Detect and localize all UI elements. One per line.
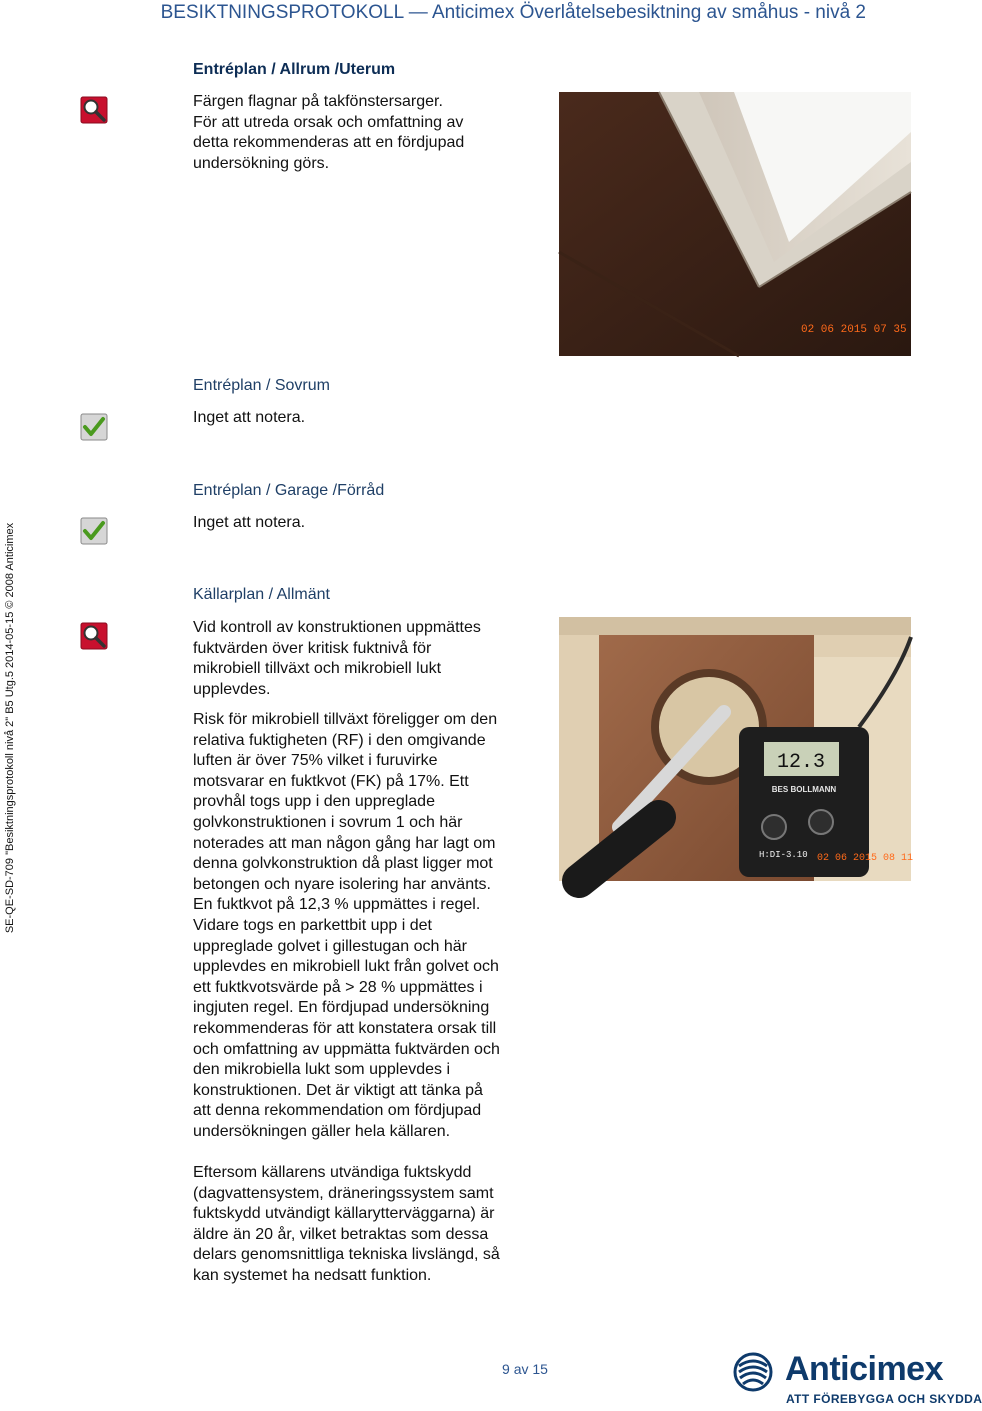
text-line: Vidare togs en parkettbit upp i det [193, 916, 432, 934]
magnifier-icon [80, 96, 108, 124]
photo-timestamp: 02 06 2015 07 35 [801, 324, 907, 336]
text-line: denna golvkonstruktion då plast ligger mot [193, 855, 493, 873]
text-line: provhål togs upp i den uppreglade [193, 793, 435, 811]
section-body-garage [193, 513, 305, 534]
section-title-sovrum: Entréplan / Sovrum [193, 377, 330, 394]
text-line: äldre än 20 år, vilket betraktas som dessa [193, 1225, 489, 1243]
text-line: undersökning görs. [193, 154, 330, 172]
checkmark-icon [80, 413, 108, 441]
moisture-meter-photo [559, 617, 914, 881]
text-line: och omfattning av uppmätta fuktvärden och [193, 1040, 500, 1058]
section-body-kallarplan-risk [193, 710, 500, 1142]
meter-reading: 12.3 [776, 751, 826, 774]
text-line: relativa fuktigheten (RF) i den omgivande [193, 731, 486, 749]
meter-brand: BES BOLLMANN [771, 785, 837, 794]
text-line: kan systemet ha nedsatt funktion. [193, 1266, 432, 1284]
document-header: BESIKTNINGSPROTOKOLL — Anticimex Överlåtelsebesiktning av småhus - nivå 2 [160, 2, 866, 23]
text-line: den mikrobiella lukt som upplevdes i [193, 1061, 451, 1079]
skylight-photo [559, 92, 911, 356]
text-line: betongen och nyare isolering har använts. [193, 875, 491, 893]
section-title-garage: Entréplan / Garage /Förråd [193, 482, 385, 499]
text-line: fuktvärden över kritisk fuktnivå för [193, 639, 432, 657]
section-body-sovrum [193, 408, 305, 429]
text-line: luften är över 75% vilket i furuvirke [193, 752, 438, 770]
text-line: undersökningen gäller hela källaren. [193, 1122, 451, 1140]
anticimex-logo-icon [730, 1352, 776, 1392]
text-line: golvkonstruktionen i sovrum 1 och här [193, 813, 463, 831]
text-line: motsvarar en fuktkvot (FK) på 17%. Ett [193, 772, 469, 790]
text-line: Färgen flagnar på takfönstersarger. [193, 93, 443, 110]
text-line: (dagvattensystem, dräneringssystem samt [193, 1184, 494, 1202]
text-line: detta rekommenderas att en fördjupad [193, 134, 465, 152]
text-line: ingjuten regel. En fördjupad undersökning [193, 999, 490, 1017]
text-line: uppreglade golvet i gillestugan och här [193, 937, 467, 955]
text-line: Eftersom källarens utvändiga fuktskydd [193, 1164, 472, 1181]
text-line: ett fuktkvotsvärde på > 28 % uppmättes i [193, 978, 483, 996]
text-line: En fuktkvot på 12,3 % uppmättes i regel. [193, 896, 481, 914]
magnifier-icon [80, 622, 108, 650]
section-title-allrum: Entréplan / Allrum /Uterum [193, 61, 396, 78]
text-line: upplevdes. [193, 680, 271, 698]
text-line: Risk för mikrobiell tillväxt föreligger om den [193, 711, 498, 728]
document-reference-note: SE-QE-SD-709 "Besiktningsprotokoll nivå 2" B5 Utg.5 2014-05-15 © 2008 Anticimex [4, 522, 16, 934]
text-line: Inget att notera. [193, 514, 306, 531]
text-line: mikrobiell tillväxt och mikrobiell lukt [193, 660, 442, 678]
meter-dial-label: H:DI-3.10 [759, 850, 808, 860]
photo-timestamp: 02 06 2015 08 11 [817, 853, 914, 864]
anticimex-logo [730, 1350, 982, 1406]
text-line: delars genomsnittliga tekniska livslängd, så [193, 1246, 500, 1264]
section-body-kallarplan-fuktskydd [193, 1163, 500, 1287]
text-line: noterades att man någon gång har lagt om [193, 834, 496, 852]
logo-tagline: ATT FÖREBYGGA OCH SKYDDA [786, 1392, 982, 1406]
section-title-kallarplan: Källarplan / Allmänt [193, 586, 330, 603]
text-line: Vid kontroll av konstruktionen uppmättes [193, 619, 481, 636]
logo-wordmark: Anticimex [785, 1350, 943, 1388]
text-line: att denna rekommendation om fördjupad [193, 1102, 482, 1120]
section-body-allrum [193, 92, 464, 174]
text-line: Inget att notera. [193, 409, 306, 426]
text-line: fuktskydd utvändigt källarytterväggarna) är [193, 1205, 495, 1223]
section-body-kallarplan-intro [193, 618, 481, 700]
text-line: rekommenderas för att konstatera orsak till [193, 1019, 497, 1037]
text-line: upplevdes en mikrobiell lukt från golvet och [193, 958, 499, 976]
text-line: För att utreda orsak och omfattning av [193, 113, 464, 131]
text-line: konstruktionen. Det är viktigt att tänka på [193, 1081, 483, 1099]
page-number: 9 av 15 [502, 1361, 548, 1377]
checkmark-icon [80, 517, 108, 545]
